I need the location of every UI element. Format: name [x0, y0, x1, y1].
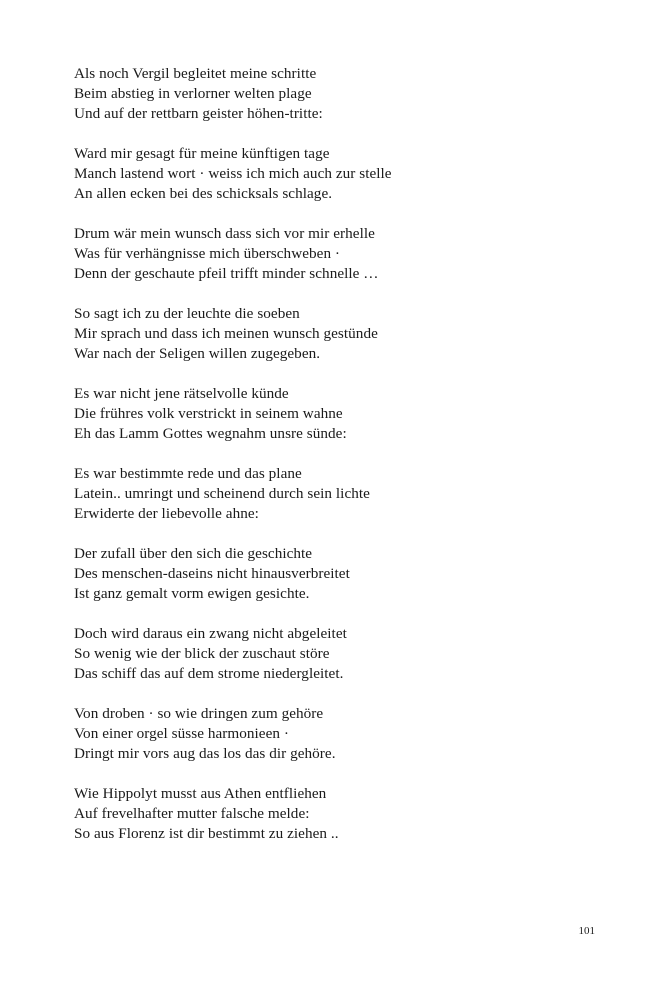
poem-line: Ist ganz gemalt vorm ewigen gesichte. [74, 585, 310, 602]
poem-line: Als noch Vergil begleitet meine schritte [74, 65, 317, 82]
poem-line: Latein.. umringt und scheinend durch sein lichte [74, 485, 370, 502]
poem-line: Drum wär mein wunsch dass sich vor mir erhelle [74, 225, 375, 242]
poem-line: So aus Florenz ist dir bestimmt zu ziehen .. [74, 825, 339, 842]
poem-line: Der zufall über den sich die geschichte [74, 545, 313, 562]
poem-line: Und auf der rettbarn geister höhen-tritte: [74, 105, 323, 122]
poem-line: So sagt ich zu der leuchte die soeben [74, 305, 300, 322]
poem-line: Eh das Lamm Gottes wegnahm unsre sünde: [74, 425, 347, 442]
poem-line: Manch lastend wort · weiss ich mich auch zur stelle [74, 165, 392, 182]
poem-line: Denn der geschaute pfeil trifft minder schnelle … [74, 265, 379, 282]
stanza-3 [74, 224, 594, 284]
poem-line: Die frühres volk verstrickt in seinem wahne [74, 405, 343, 422]
stanza-1 [74, 64, 594, 124]
poem-line: War nach der Seligen willen zugegeben. [74, 345, 321, 362]
poem-line: Mir sprach und dass ich meinen wunsch gestünde [74, 325, 378, 342]
poem-line: Es war nicht jene rätselvolle künde [74, 385, 289, 402]
poem-line: Wie Hippolyt musst aus Athen entfliehen [74, 785, 327, 802]
poem-line: Es war bestimmte rede und das plane [74, 465, 302, 482]
stanza-8 [74, 624, 594, 684]
stanza-4 [74, 304, 594, 364]
poem-line: So wenig wie der blick der zuschaut störe [74, 645, 330, 662]
stanza-9 [74, 704, 594, 764]
poem-line: Beim abstieg in verlorner welten plage [74, 85, 312, 102]
poem-text [74, 64, 594, 864]
stanza-10 [74, 784, 594, 844]
stanza-2 [74, 144, 594, 204]
poem-line: Erwiderte der liebevolle ahne: [74, 505, 259, 522]
stanza-6 [74, 464, 594, 524]
poem-line: Dringt mir vors aug das los das dir gehöre. [74, 745, 336, 762]
stanza-7 [74, 544, 594, 604]
poem-line: Was für verhängnisse mich überschweben · [74, 245, 341, 262]
poem-line: Des menschen-daseins nicht hinausverbreitet [74, 565, 350, 582]
poem-line: Von einer orgel süsse harmonieen · [74, 725, 289, 742]
poem-line: Auf frevelhafter mutter falsche melde: [74, 805, 310, 822]
stanza-5 [74, 384, 594, 444]
page-number: 101 [578, 925, 595, 937]
poem-line: Doch wird daraus ein zwang nicht abgeleitet [74, 625, 347, 642]
poem-line: Ward mir gesagt für meine künftigen tage [74, 145, 330, 162]
poem-line: Das schiff das auf dem strome niedergleitet. [74, 665, 344, 682]
poem-line: An allen ecken bei des schicksals schlage. [74, 185, 333, 202]
poem-line: Von droben · so wie dringen zum gehöre [74, 705, 324, 722]
